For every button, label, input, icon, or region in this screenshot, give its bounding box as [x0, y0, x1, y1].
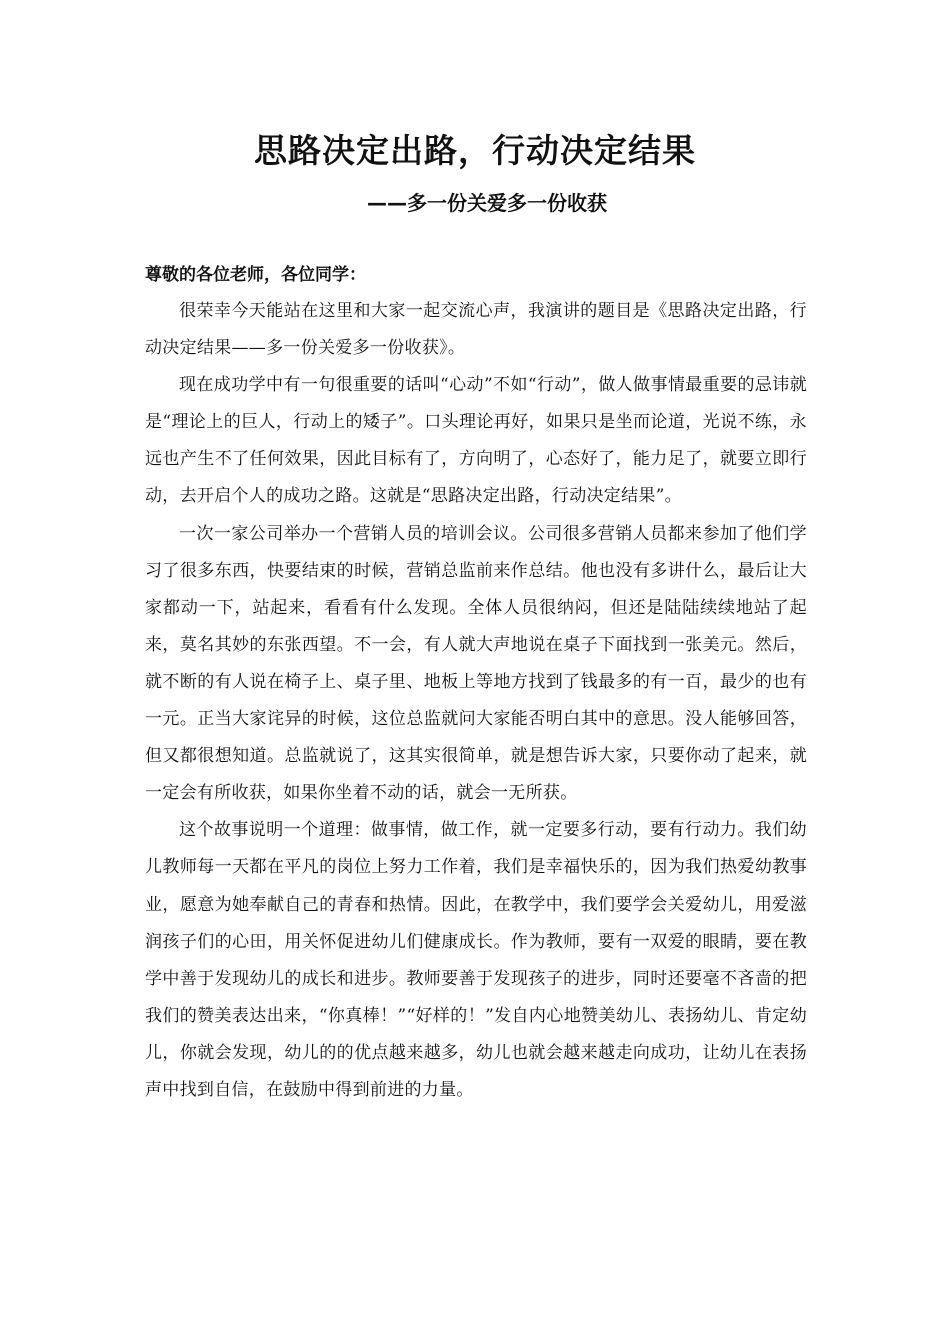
paragraph: 一次一家公司举办一个营销人员的培训会议。公司很多营销人员都来参加了他们学习了很多东西，快要结束的时候，营销总监前来作总结。他也没有多讲什么，最后让大家都动一下，站起来，看看有什么发现。全体人员很纳闷，但还是陆陆续续地站了起来，莫名其妙的东张西望。不一会，有人就大声地说在桌子下面找到一张美元。然后，就不断的有人说在椅子上、桌子里、地板上等地方找到了钱最多的有一百，最少的也有一元。正当大家诧异的时候，这位总监就问大家能否明白其中的意思。没人能够回答，但又都很想知道。总监就说了，这其实很简单，就是想告诉大家，只要你动了起来，就一定会有所收获，如果你坐着不动的话，就会一无所获。 [145, 523, 807, 804]
document-subtitle: ——多一份关爱多一份收获 [367, 191, 607, 215]
salutation: 尊敬的各位老师，各位同学： [145, 265, 366, 285]
paragraph: 这个故事说明一个道理：做事情，做工作，就一定要多行动，要有行动力。我们幼儿教师每一天都在平凡的岗位上努力工作着，我们是幸福快乐的，因为我们热爱幼教事业，愿意为她奉献自己的青春和热情。因此，在教学中，我们要学会关爱幼儿，用爱滋润孩子们的心田，用关怀促进幼儿们健康成长。作为教师，要有一双爱的眼睛，要在教学中善于发现幼儿的成长和进步。教师要善于发现孩子的进步，同时还要毫不吝啬的把我们的赞美表达出来，“你真棒！”“好样的！”发自内心地赞美幼儿、表扬幼儿、肯定幼儿，你就会发现，幼儿的的优点越来越多，幼儿也就会越来越走向成功，让幼儿在表扬声中找到自信，在鼓励中得到前进的力量。 [145, 820, 807, 1100]
paragraph: 现在成功学中有一句很重要的话叫“心动”不如“行动”，做人做事情最重要的忌讳就是“理论上的巨人，行动上的矮子”。口头理论再好，如果只是坐而论道，光说不练，永远也产生不了任何效果，因此目标有了，方向明了，心态好了，能力足了，就要立即行动，去开启个人的成功之路。这就是“思路决定出路，行动决定结果”。 [145, 375, 807, 507]
paragraph: 很荣幸今天能站在这里和大家一起交流心声，我演讲的题目是《思路决定出路，行动决定结果——多一份关爱多一份收获》。 [145, 301, 807, 359]
document-body [145, 257, 807, 1109]
document-title: 思路决定出路，行动决定结果 [254, 131, 696, 170]
